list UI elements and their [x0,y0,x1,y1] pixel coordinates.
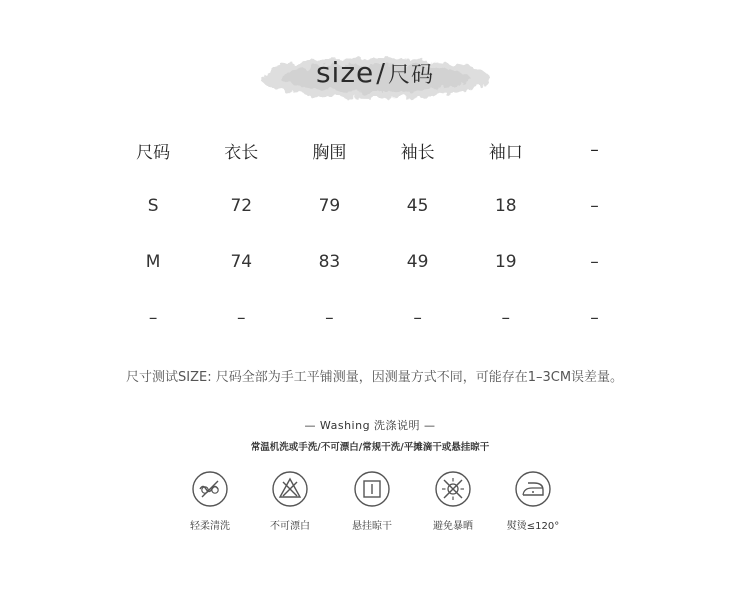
title-cn: 尺码 [388,63,435,88]
care-item-hang-dry [332,470,412,532]
table-cell: 74 [230,252,253,272]
washing-title: — Washing 洗涤说明 — [304,419,436,432]
avoid-sun-icon [434,470,472,508]
title-slash: / [376,59,387,89]
title-text [250,56,500,89]
no-bleach-icon [271,470,309,508]
table-row [109,178,639,234]
measurement-note: 尺寸测试SIZE: 尺码全部为手工平铺测量，因测量方式不同，可能存在1–3CM误差量。 [126,370,624,385]
table-cell: 79 [318,196,341,216]
table-cell: – [590,196,599,216]
table-cell: S [147,196,159,216]
table-row [109,290,639,346]
header-cell: 尺码 [136,142,171,163]
washing-subtitle: 常温机洗或手洗/不可漂白/常规干洗/平摊滴干或悬挂晾干 [250,442,490,453]
table-cell: – [590,252,599,272]
table-cell: – [325,308,334,328]
table-cell: 19 [494,252,517,272]
table-cell: 45 [406,196,429,216]
table-cell: – [413,308,422,328]
table-cell: – [501,308,511,328]
care-icons [170,470,570,540]
table-cell: 72 [230,196,253,216]
table-cell: – [237,308,246,328]
table-cell: 49 [406,252,429,272]
care-item-avoid-sun [413,470,493,532]
care-label: 悬挂晾干 [352,521,392,532]
title-en: size [315,56,375,89]
header-cell: – [590,140,599,160]
table-cell: M [145,252,161,272]
header-cell: 胸围 [312,142,347,163]
size-title [250,48,500,108]
table-cell: – [590,308,599,328]
table-cell: 18 [494,196,517,216]
table-cell: – [148,308,158,328]
table-cell: 83 [318,252,341,272]
care-label: 不可漂白 [270,521,310,532]
iron-icon [514,470,552,508]
gentle-wash-icon [191,470,229,508]
care-item-iron [493,470,573,532]
care-label: 熨烫≤120° [506,521,560,532]
table-row [109,234,639,290]
care-item-gentle-wash [170,470,250,532]
header-cell: 衣长 [224,142,259,163]
header-cell: 袖长 [400,142,435,163]
care-label: 轻柔清洗 [190,521,230,532]
table-header-row [109,122,639,178]
size-table [109,122,639,346]
hang-dry-icon [353,470,391,508]
header-cell: 袖口 [488,142,523,163]
care-label: 避免暴晒 [433,521,473,532]
care-item-no-bleach [250,470,330,532]
